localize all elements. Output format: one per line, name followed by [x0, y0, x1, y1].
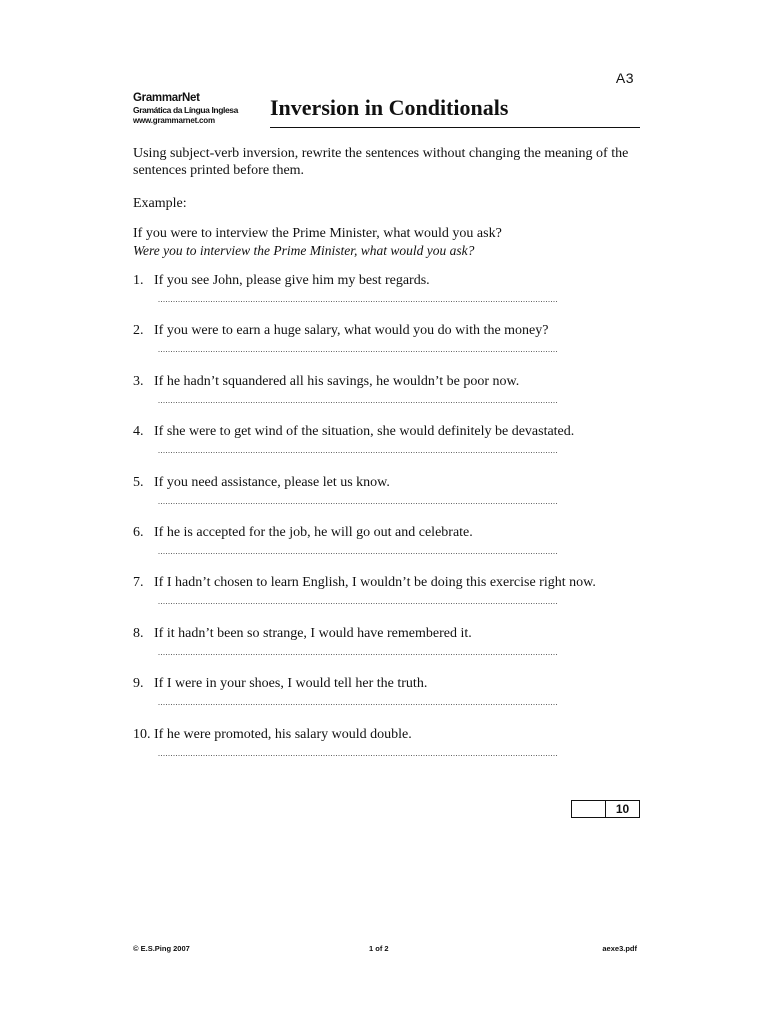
- exercise-item-1: [133, 272, 641, 322]
- exercise-item-9: [133, 675, 641, 725]
- exercise-item-5: [133, 474, 641, 524]
- brand-block: [133, 92, 263, 126]
- answer-line[interactable]: ................................................................................................................................................................: [158, 345, 558, 355]
- item-sentence: If you need assistance, please let us know.: [154, 474, 390, 490]
- answer-line[interactable]: ................................................................................................................................................................: [158, 748, 558, 758]
- item-sentence: If I were in your shoes, I would tell her the truth.: [154, 676, 428, 692]
- exercise-item-3: [133, 373, 641, 423]
- exercise-item-4: [133, 423, 641, 473]
- item-sentence: If I hadn’t chosen to learn English, I wouldn’t be doing this exercise right now.: [154, 575, 596, 591]
- item-number: 9.: [133, 676, 144, 692]
- exercise-list: [133, 272, 641, 776]
- answer-line[interactable]: ................................................................................................................................................................: [158, 647, 558, 657]
- item-number: 8.: [133, 625, 144, 641]
- item-sentence: If she were to get wind of the situation, she would definitely be devastated.: [154, 424, 575, 440]
- item-sentence: If he were promoted, his salary would double.: [154, 726, 412, 742]
- item-number: 6.: [133, 524, 144, 540]
- item-number: 3.: [133, 373, 144, 389]
- answer-line[interactable]: ................................................................................................................................................................: [158, 698, 558, 708]
- exercise-item-8: [133, 625, 641, 675]
- exercise-item-7: [133, 574, 641, 624]
- exercise-item-2: [133, 322, 641, 372]
- page-footer: [133, 942, 637, 956]
- item-number: 7.: [133, 575, 144, 591]
- answer-line[interactable]: ................................................................................................................................................................: [158, 295, 558, 304]
- score-box: [571, 800, 640, 818]
- item-number: 10.: [133, 726, 151, 742]
- page-number: 1 of 2: [369, 944, 389, 953]
- title-underline: [270, 127, 640, 128]
- item-number: 4.: [133, 424, 144, 440]
- score-field[interactable]: [572, 801, 606, 817]
- instructions: Using subject-verb inversion, rewrite the sentences without changing the meaning of the sentences printed before them.: [133, 146, 629, 178]
- item-sentence: If it hadn’t been so strange, I would have remembered it.: [154, 625, 472, 641]
- copyright-text: © E.S.Ping 2007: [133, 944, 190, 953]
- page-title: Inversion in Conditionals: [270, 95, 509, 120]
- brand-name: GrammarNet: [133, 92, 200, 104]
- exercise-item-6: [133, 524, 641, 574]
- item-sentence: If you see John, please give him my best regards.: [154, 273, 430, 288]
- answer-line[interactable]: ................................................................................................................................................................: [158, 496, 558, 506]
- item-number: 5.: [133, 474, 144, 490]
- brand-subtitle: Gramática da Língua Inglesa: [133, 105, 238, 115]
- exercise-item-10: [133, 726, 641, 776]
- item-number: 2.: [133, 323, 144, 339]
- worksheet-body: [133, 145, 641, 776]
- example-question: If you were to interview the Prime Minister, what would you ask?: [133, 226, 502, 241]
- item-sentence: If he hadn’t squandered all his savings, he wouldn’t be poor now.: [154, 373, 520, 389]
- brand-url: www.grammarnet.com: [133, 116, 215, 125]
- example-answer: Were you to interview the Prime Minister, what would you ask?: [133, 243, 475, 258]
- item-sentence: If he is accepted for the job, he will go out and celebrate.: [154, 524, 473, 540]
- level-label: A3: [615, 70, 634, 86]
- score-total: 10: [615, 802, 630, 816]
- file-name: aexe3.pdf: [602, 944, 637, 953]
- answer-line[interactable]: ................................................................................................................................................................: [158, 546, 558, 556]
- example-label: Example:: [133, 196, 187, 211]
- item-sentence: If you were to earn a huge salary, what would you do with the money?: [154, 323, 549, 339]
- answer-line[interactable]: ................................................................................................................................................................: [158, 597, 558, 607]
- answer-line[interactable]: ................................................................................................................................................................: [158, 395, 558, 405]
- answer-line[interactable]: ................................................................................................................................................................: [158, 446, 558, 456]
- item-number: 1.: [133, 273, 144, 288]
